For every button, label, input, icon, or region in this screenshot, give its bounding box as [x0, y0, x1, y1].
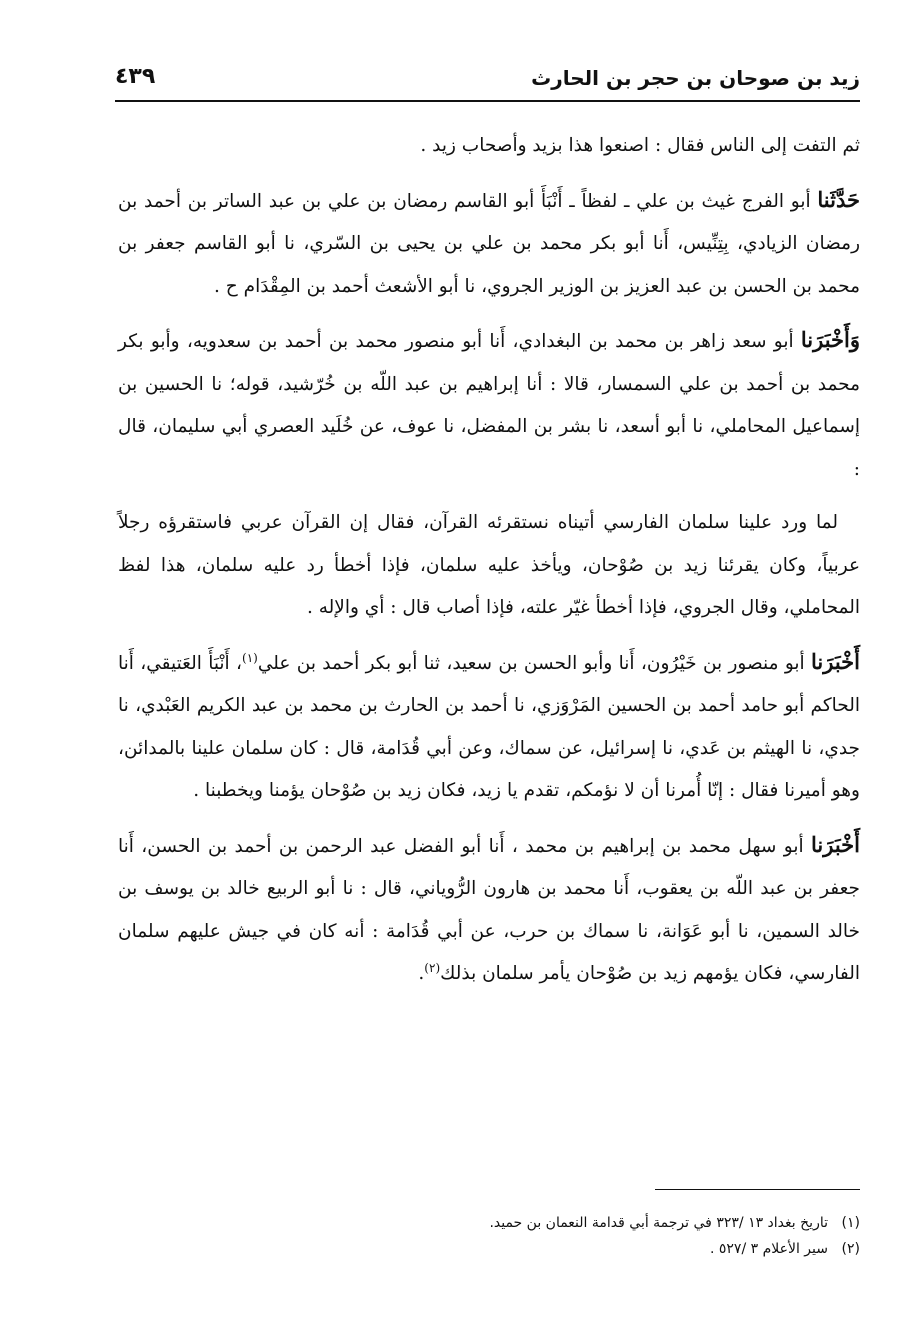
- paragraph-text: أبو الفرج غيث بن علي ـ لفظاً ـ أَنْبَأَ أبو القاسم رمضان بن علي بن عبد الساتر بن أحمد بن رمضان الزيادي، بِتِنِّيس، أَنا أبو بكر محمد بن علي بن يحيى بن السّري، نا أبو القاسم جعفر بن محمد بن الحسن بن عبد العزيز بن الوزير الجروي، نا أبو الأشعث أحمد بن المِقْدَام ح .: [118, 190, 860, 297]
- footnotes: [118, 1210, 860, 1262]
- chain-lead-word: أَخْبَرَنا: [811, 648, 860, 674]
- running-header: [115, 62, 860, 102]
- footnote-separator: [655, 1189, 860, 1190]
- paragraph-2: [118, 179, 860, 309]
- chain-lead-word: حَدَّثَنا: [817, 186, 860, 212]
- paragraph-3: [118, 319, 860, 491]
- footnote-number: (١): [841, 1215, 860, 1231]
- paragraph-text: أبو منصور بن خَيْرُون، أَنا وأبو الحسن بن سعيد، ثنا أبو بكر أحمد بن علي: [257, 652, 812, 674]
- paragraph-text: .: [418, 963, 425, 984]
- page-number: ٤٣٩: [115, 64, 156, 89]
- running-title: زيد بن صوحان بن حجر بن الحارث: [531, 66, 860, 90]
- footnote-text: تاريخ بغداد ١٣ /٣٢٣ في ترجمة أبي قدامة النعمان بن حميد.: [489, 1215, 828, 1231]
- paragraph-text: أبو سعد زاهر بن محمد بن البغدادي، أَنا أبو منصور محمد بن أحمد بن سعدويه، وأبو بكر محمد بن أحمد بن علي السمسار، قالا : أنا إبراهيم بن عبد اللّه بن خُرّشيد، قوله؛ نا الحسين بن إسماعيل المحاملي، نا أبو أسعد، نا بشر بن المفضل، نا عوف، عن خُلَيد العصري أبي سليمان، قال :: [118, 331, 860, 480]
- paragraph-1: [118, 125, 860, 168]
- paragraph-6: [118, 824, 860, 996]
- footnote-ref[interactable]: (٢): [424, 960, 441, 975]
- paragraph-5: [118, 641, 860, 813]
- footnote-ref[interactable]: (١): [242, 650, 258, 665]
- header-rule: [115, 100, 860, 102]
- paragraph-text: ثم التفت إلى الناس فقال : اصنعوا هذا بزيد وأصحاب زيد .: [420, 135, 860, 156]
- footnote-number: (٢): [841, 1241, 860, 1257]
- chain-lead-word: وَأَخْبَرَنا: [800, 327, 860, 352]
- main-text: [118, 125, 860, 1007]
- footnote-2: [118, 1236, 860, 1262]
- paragraph-text: أبو سهل محمد بن إبراهيم بن محمد ، أَنا أبو الفضل عبد الرحمن بن أحمد بن الحسن، أَنا جعفر بن عبد اللّه بن يعقوب، أَنا محمد بن هارون الرُّوياني، قال : نا أبو الربيع خالد بن يوسف بن خالد السمين، نا أبو عَوَانة، نا سماك بن حرب، عن أبي قُدَامة : أنه كان في جيش عليهم سلمان الفارسي، فكان يؤمهم زيد بن صُوْحان يأمر سلمان بذلك: [118, 835, 860, 984]
- paragraph-text: لما ورد علينا سلمان الفارسي أتيناه نستقرئه القرآن، فقال إن القرآن عربي فاستقرؤه رجلاً عربياً، وكان يقرئنا زيد بن صُوْحان، ويأخذ عليه سلمان، فإذا أخطأ رد عليه سلمان، هذا لفظ المحاملي، وقال الجروي، فإذا أخطأ غيّر علته، فإذا أصاب قال : أي والإله .: [118, 512, 860, 618]
- paragraph-text: ، أَنْبَأَ العَتيقي، أَنا الحاكم أبو حامد أحمد بن الحسين المَرْوَزي، نا أحمد بن الحارث بن محمد بن عبد الكريم العَبْدي، نا جدي، نا الهيثم بن عَدي، نا إسرائيل، عن سماك، وعن أبي قُدَامة، قال : كان سلمان علينا بالمدائن، وهو أميرنا فقال : إنّا أُمرنا أن لا نؤمكم، تقدم يا زيد، فكان زيد بن صُوْحان يؤمنا ويخطبنا .: [118, 652, 860, 801]
- paragraph-4: [118, 502, 860, 630]
- footnote-1: [118, 1210, 860, 1236]
- chain-lead-word: أَخْبَرَنا: [811, 831, 860, 857]
- footnote-text: سير الأعلام ٣ /٥٢٧ .: [709, 1241, 828, 1257]
